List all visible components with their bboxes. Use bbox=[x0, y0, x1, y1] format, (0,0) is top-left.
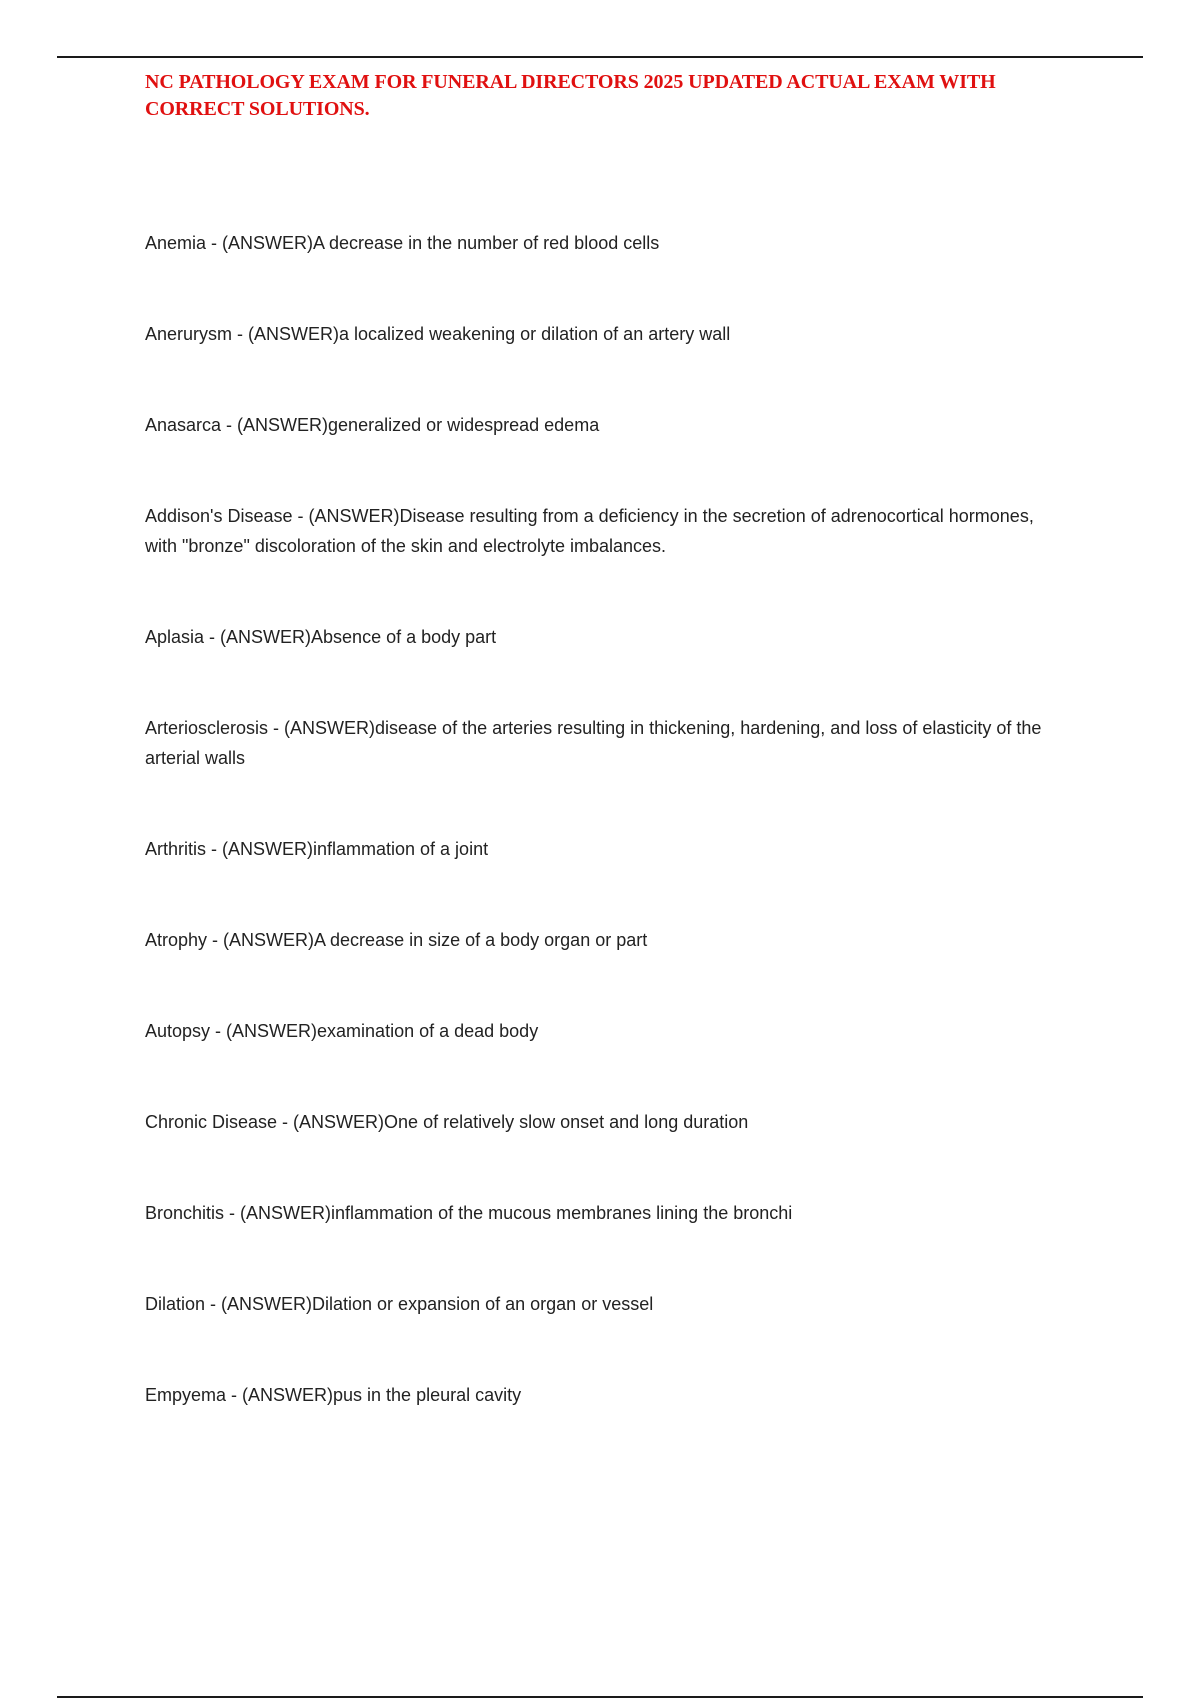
term-entry-arteriosclerosis: Arteriosclerosis - (ANSWER)disease of the arteries resulting in thickening, hardening, and loss of elasticity of the arterial walls bbox=[145, 718, 1042, 768]
term-entry-anerurysm: Anerurysm - (ANSWER)a localized weakening or dilation of an artery wall bbox=[145, 324, 731, 344]
term-list bbox=[145, 228, 1065, 1471]
term-entry-atrophy: Atrophy - (ANSWER)A decrease in size of a body organ or part bbox=[145, 930, 648, 950]
term-entry-arthritis: Arthritis - (ANSWER)inflammation of a joint bbox=[145, 839, 489, 859]
term-entry-aplasia: Aplasia - (ANSWER)Absence of a body part bbox=[145, 627, 497, 647]
document-title: NC PATHOLOGY EXAM FOR FUNERAL DIRECTORS 2025 UPDATED ACTUAL EXAM WITH CORRECT SOLUTIONS. bbox=[145, 71, 996, 120]
term-entry-anemia: Anemia - (ANSWER)A decrease in the number of red blood cells bbox=[145, 233, 660, 253]
term-entry-empyema: Empyema - (ANSWER)pus in the pleural cavity bbox=[145, 1385, 522, 1405]
header-rule bbox=[57, 56, 1143, 58]
term-entry-bronchitis: Bronchitis - (ANSWER)inflammation of the mucous membranes lining the bronchi bbox=[145, 1203, 793, 1223]
term-entry-anasarca: Anasarca - (ANSWER)generalized or widespread edema bbox=[145, 415, 600, 435]
term-entry-chronic-disease: Chronic Disease - (ANSWER)One of relatively slow onset and long duration bbox=[145, 1112, 749, 1132]
term-entry-autopsy: Autopsy - (ANSWER)examination of a dead body bbox=[145, 1021, 539, 1041]
term-entry-addisons-disease: Addison's Disease - (ANSWER)Disease resulting from a deficiency in the secretion of adrenocortical hormones, with "bronze" discoloration of the skin and electrolyte imbalances. bbox=[145, 506, 1034, 556]
footer-rule bbox=[57, 1696, 1143, 1698]
term-entry-dilation: Dilation - (ANSWER)Dilation or expansion of an organ or vessel bbox=[145, 1294, 654, 1314]
